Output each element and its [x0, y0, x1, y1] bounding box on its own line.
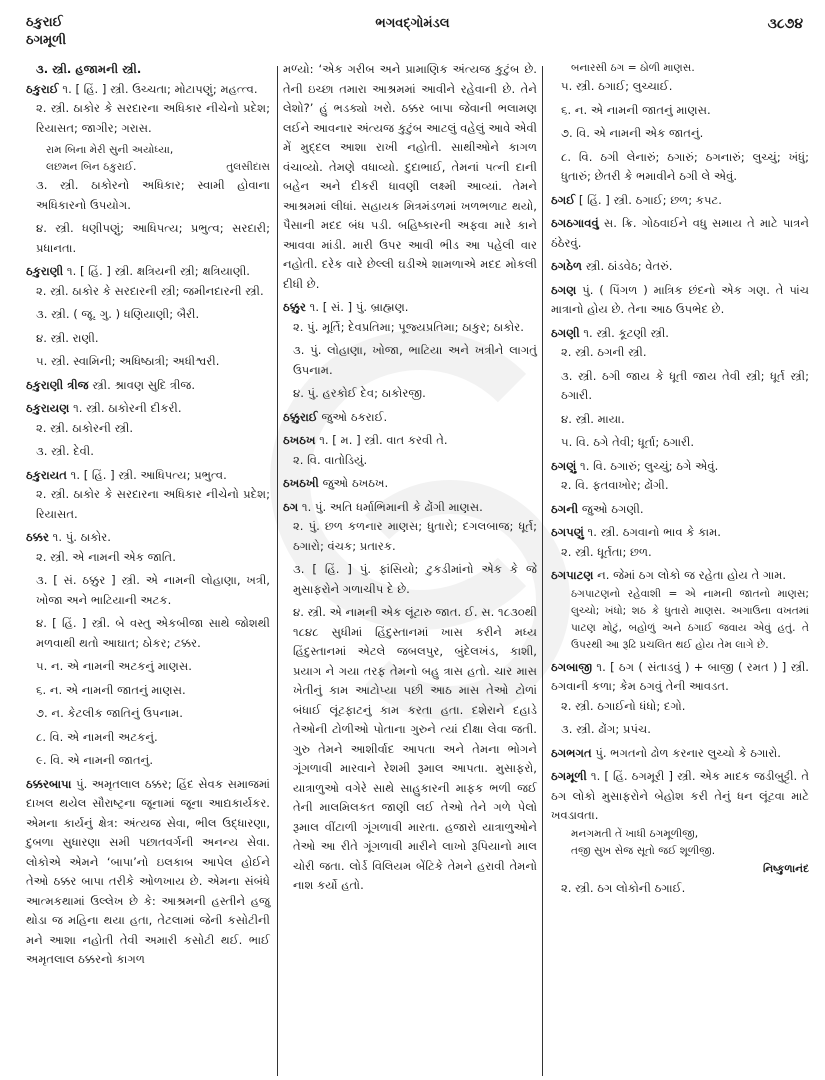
guide-word-last: ઠગમૂળી: [26, 33, 67, 48]
sense: ૪. પું. હરકોઈ દેવ; ઠાકોરજી.: [293, 386, 426, 400]
sense: ૩. સ્ત્રી. ( જૂ. ગુ. ) ધણિયાણી; બૈરી.: [36, 307, 200, 321]
dictionary-entry: [26, 262, 270, 372]
sense: ૧. પું. અતિ ધર્માભિમાની કે ઢોંગી માણસ.: [301, 499, 483, 514]
sense: ૬. ન. એ નામની જાતનું માણસ.: [36, 682, 186, 697]
sense: ૩. સ્ત્રી. દેવી.: [36, 444, 94, 458]
sense: ૧. સ્ત્રી. ઠાકોરની દીકરી.: [73, 401, 182, 415]
headword: ઠગણું: [551, 458, 577, 473]
dictionary-entry: [551, 324, 809, 453]
headword: ઠક્કર: [26, 530, 49, 544]
dictionary-entry: [551, 457, 809, 496]
dictionary-entry: [26, 775, 270, 970]
headword: ઠક્કરબાપા: [26, 776, 72, 791]
dictionary-entry: [283, 408, 537, 428]
column-divider: [277, 66, 278, 1076]
sense: ૨. સ્ત્રી. ઠગની સ્ત્રી.: [561, 345, 647, 359]
dictionary-entry: [26, 466, 270, 525]
sense: ૨. પું. છળ કળનાર માણસ; ધુતારો; દગલબાજ; ધૂર્ત; ઠગારો; વંચક; પ્રતારક.: [293, 519, 537, 553]
dictionary-entry: [26, 376, 270, 396]
dictionary-entry: [551, 191, 809, 211]
headword: ઠગબાજી: [551, 659, 593, 674]
headword: ઠકુરાયણ: [26, 401, 70, 415]
sense: ૨. વિ. ફતવાખોર; ઢોંગી.: [561, 478, 669, 492]
dictionary-entry: [551, 257, 809, 277]
column-3: [551, 60, 809, 903]
dictionary-entry: [551, 214, 809, 253]
dictionary-entry: [551, 523, 809, 562]
sense: ૨. સ્ત્રી. ઠાકોર કે સરદારના અધિકાર નીચેનો પ્રદેશ; રિયાસત.: [36, 487, 270, 521]
definition-text: પું. અમૃતલાલ ઠક્કર; હિંદ સેવક સમાજમાં દાખલ થયેલ સૌરાષ્ટ્રના જૂનામાં જૂના આદ્યકાર્યકર. એમના કાર્યનું ક્ષેત્ર: અંત્યજ સેવા, ભીલ ઉદ્ધારણા, દુબળા સુધારણા સમી પછાતવર્ગની અનન્ય સેવા. લોકોએ એમને ‘બાપા’નો ઇલકાબ આપેલ હોઈને તેઓ ઠક્કર બાપા તરીકે ઓળખાય છે. એમના સંબંધે આત્મકથામાં ઉલ્લેખ છે કે: આશ્રમની હસ્તીને હજુ થોડા જ મહિના થયા હતા, તેટલામાં જેની કસોટીની મને આશા નહોતી તેવી અમારી કસોટી થઈ. ભાઈ અમૃતલાલ ઠક્કરનો કાગળ: [26, 776, 271, 966]
sense: ૮. વિ. એ નામની અટકનું.: [36, 729, 158, 744]
dictionary-entry: [26, 528, 270, 771]
sense: ૧. વિ. ઠગારું; લુચ્ચું; ઠગે એવું.: [580, 458, 719, 473]
quotation-line: મનગમતી તેં ખાધી ઠગમૂળીજી,: [571, 827, 699, 840]
sense: ૫. વિ. ઠગે તેવી; ધૂર્તા; ઠગારી.: [561, 435, 695, 449]
dictionary-entry: [551, 767, 809, 899]
sense: ૨. વિ. વાતોડિયું.: [293, 452, 368, 467]
sense: ૧. સ્ત્રી. ઠગવાનો ભાવ કે કામ.: [587, 525, 721, 539]
dictionary-entry: [551, 500, 809, 520]
dictionary-entry: [551, 281, 809, 320]
headword: ઠગણી: [551, 325, 580, 340]
dictionary-columns: [0, 60, 825, 1080]
quotation-line: રામ બિના મેરી સુની અયોધ્યા,: [46, 144, 174, 156]
headword: ઠકુરાયત: [26, 467, 67, 482]
sense: ૨. સ્ત્રી. ધૂર્તતા; છળ.: [561, 544, 652, 559]
headword: ઠગઈ: [551, 192, 576, 207]
headword: ઠગઠગાવવું: [551, 216, 599, 230]
headword: ઠગપાટણ: [551, 568, 594, 582]
headword: ઠકુરાણી ત્રીજ: [26, 377, 89, 392]
headword: ઠગ: [283, 499, 299, 514]
quotation-attribution: નિષ્કુળાનંદ: [762, 862, 809, 875]
usage-note: ઠગપાટણનો રહેવાશી = એ નામની જાતનો માણસ; લુચ્ચો; ખંધો; શઠ કે ધુતારો માણસ. અગાઉના વખતમાં પાટણ મોટું, બહોળું અને ઠગાઈ જવાય એવું હતું. તે ઉપરથી આ રૂઢિ પ્રચલિત થઈ હોય તેમ લાગે છે.: [571, 587, 809, 651]
sense: ૧. [ મ. ] સ્ત્રી. વાત કરવી તે.: [319, 433, 448, 447]
sense: ૩. પું. લોહાણા, ખોજા, ભાટિયા અને ખત્રીને લાગતું ઉપનામ.: [293, 343, 537, 377]
cross-reference: જુઓ ઠકરાઈ.: [321, 409, 388, 424]
sense: ૧. [ હિં. ઠગમૂરી ] સ્ત્રી. એક માદક જડીબુટ્ટી. તે ઠગ લોકો મુસાફરોને બેહોશ કરી તેનું ધન લૂંટવા માટે ખવડાવતા.: [551, 769, 810, 822]
sense: પું. ( પિંગળ ) માત્રિક છંદનો એક ગણ. તે પાંચ માત્રાનો હોય છે. તેના આઠ ઉપભેદ છે.: [551, 282, 809, 316]
sense: ૧. [ હિં. ] સ્ત્રી. આધિપત્ય; પ્રભુત્વ.: [70, 467, 227, 482]
sense: ૫. સ્ત્રી. સ્વામિની; અધિષ્ઠાત્રી; અધીશ્વરી.: [36, 354, 220, 368]
column-2: [283, 60, 537, 900]
sense: ૭. વિ. એ નામની એક જાતનું.: [561, 126, 704, 140]
sense: ૪. સ્ત્રી. એ નામની એક લૂંટારુ જાત. ઈ. સ. ૧૮૩૦થી ૧૮૪૮ સુધીમાં હિંદુસ્તાનમાં ખાસ કરીને મધ્ય હિંદુસ્તાનમાં એટલે જબલપુર, બુંદેલખંડ, કાશી, પ્રયાગ ને ગયા તરફ તેમનો બહુ ત્રાસ હતો. ચાર માસ ખેતીનું કામ આટોપ્યા પછી આઠ માસ તેઓ ટોળાં બંધાઈ લૂંટફાટનું કામ કરતા હતા. દશેરાને દહાડે તેઓની ટોળીઓ પોતાના ગુરુને ત્યાં દીક્ષા લેવા જતી. ગુરુ તેમને આશીર્વાદ આપતા અને તેમના ભોગને ગૂંગળાવી મારવાને રેશમી રૂમાલ આપતા. મુસાફરો, યાત્રાળુઓ વગેરે સાથે સાહુકારની માફક ભળી જઈ તેની માલમિલકત જાણી લઈ તેઓ તેને ગળે પેલો રૂમાલ વીંટાળી ગૂંગળાવી મારતા. હજારો યાત્રાળુઓને તેઓ આ રીતે ગૂંગળાવી મારીને લાખો રૂપિયાનો માલ ચોરી જતા. લોર્ડ વિલિયમ બેંટિકે તેમને હરાવી તેમનો નાશ કર્યો હતો.: [293, 605, 537, 892]
sense: ૨. સ્ત્રી. એ નામની એક જાતિ.: [36, 549, 176, 564]
sense: ૧. [ ઠગ ( સંતાડવું ) + બાજી ( રમત ) ] સ્ત્રી. ઠગવાની કળા; કેમ ઠગવું તેની આવડત.: [551, 659, 809, 693]
sense: ૩. સ્ત્રી. ઠાકોરનો અધિકાર; સ્વામી હોવાના અધિકારનો ઉપયોગ.: [36, 178, 270, 212]
sense: ૧. પું. ઠાકોર.: [52, 530, 111, 544]
sense: ન. જેમાં ઠગ લોકો જ રહેતા હોય તે ગામ.: [597, 568, 787, 582]
headword: ઠગપણું: [551, 525, 584, 539]
dictionary-entry: [283, 474, 537, 494]
sense: સ્ત્રી. શ્રાવણ સુદિ ત્રીજ.: [92, 377, 196, 392]
sense: ૬. ન. એ નામની જાતનું માણસ.: [561, 102, 711, 117]
sense: ૩. [ સં. ઠક્કુર ] સ્ત્રી. એ નામની લોહાણા, ખત્રી, ખોજા અને ભાટિયાની અટક.: [36, 573, 270, 607]
page-number: ૩૮૭૪: [767, 16, 803, 32]
sense: ૧. [ હિં. ] સ્ત્રી. ક્ષત્રિયની સ્ત્રી; ક્ષત્રિયાણી.: [66, 264, 250, 278]
dictionary-entry: [283, 298, 537, 404]
example-phrase: બનારસી ઠગ = ઠોળી માણસ.: [571, 62, 695, 74]
sense: ૨. સ્ત્રી. ઠગાઈનો ધંધો; દગો.: [561, 698, 686, 713]
dictionary-entry: [551, 566, 809, 654]
quotation-line: તજી સુખ સેજ સૂતો જઈ શૂળીજી.: [571, 844, 716, 857]
sense: ૫. ન. એ નામની અટકનું માણસ.: [36, 659, 192, 673]
sense: ૧. [ સં. ] પું. બ્રાહ્મણ.: [309, 300, 409, 314]
dictionary-entry: [283, 498, 537, 896]
headword: ઠખઠખ: [283, 433, 316, 447]
dictionary-entry: [26, 80, 270, 259]
headword: ઠગભગત: [551, 745, 592, 760]
headword: ઠક્કુરાઈ: [283, 409, 318, 424]
column-1: [26, 60, 270, 974]
sense: ૪. સ્ત્રી. ધણીપણું; આધિપત્ય; પ્રભુત્વ; સરદારી; પ્રધાનતા.: [36, 221, 270, 255]
sense: ૮. વિ. ઠગી લેનારું; ઠગારું; ઠગનારું; લુચ્ચું; ખંધું; ધુતારું; છેતરી કે ભમાવીને ઠગી લે એવું.: [561, 149, 809, 183]
dictionary-entry: [551, 658, 809, 740]
sense: ૪. સ્ત્રી. રાણી.: [36, 330, 99, 345]
sense: ૨. પું. મૂર્તિ; દેવપ્રતિમા; પૂજ્યપ્રતિમા; ઠાકુર; ઠાકોર.: [293, 319, 524, 334]
sense: ૩. સ્ત્રી. ઠગી જાય કે ધૂતી જાય તેવી સ્ત્રી; ધૂર્ત સ્ત્રી; ઠગારી.: [561, 368, 809, 402]
quotation-attribution: તુલસીદાસ: [226, 161, 270, 173]
headword: ઠક્કુર: [283, 300, 306, 314]
sense: ૩. સ્ત્રી. હજામની સ્ત્રી.: [36, 62, 142, 76]
sense: સ. ક્રિ. ગોઠવાઈને વધુ સમાય તે માટે પાત્રને ઠંઠેરવું.: [551, 216, 810, 250]
headword: ઠગમૂળી: [551, 769, 587, 783]
sense: ૩. સ્ત્રી. ઢોંગ; પ્રપંચ.: [561, 722, 651, 736]
sense: ૪. [ હિં. ] સ્ત્રી. બે વસ્તુ એકબીજા સાથે જોશથી મળવાથી થતો આઘાત; ઠોકર; ટક્કર.: [36, 616, 270, 650]
dictionary-entry: [283, 431, 537, 470]
page-header: [0, 0, 825, 60]
quotation-line: લછમન બિન ઠકુરાઈ. તુલસીદાસ: [26, 159, 270, 176]
headword: ઠગની: [551, 501, 579, 516]
sense: સ્ત્રી. ઠાંડવેઠ; વેતરું.: [585, 259, 673, 273]
headword: ઠગણ: [551, 282, 577, 297]
sense: ૩. [ હિં. ] પું. ફાંસિયો; ટુકડીમાંનો એક કે જે મુસાફરોને ગળાચીપ દે છે.: [293, 562, 537, 596]
book-title: ભગવદ્ગોમંડલ: [375, 16, 450, 31]
guide-word-first: ઠકુરાઈ: [26, 15, 63, 30]
headword: ઠગઠેળ: [551, 259, 583, 273]
sense: ૧. [ હિં. ] સ્ત્રી. ઉચ્ચતા; મોટાપણું; મહત્ત્વ.: [62, 81, 258, 96]
sense: [ હિં. ] સ્ત્રી. ઠગાઈ; છળ; કપટ.: [578, 192, 722, 207]
sense: ૨. સ્ત્રી. ઠાકોર કે સરદારની સ્ત્રી; જમીનદારની સ્ત્રી.: [36, 283, 264, 298]
sense: ૫. સ્ત્રી. ઠગાઈ; લુચ્ચાઈ.: [561, 79, 673, 93]
cross-reference: જુઓ ઠગણી.: [581, 501, 644, 516]
sense: ૪. સ્ત્રી. માયા.: [561, 411, 625, 426]
sense: ૨. સ્ત્રી. ઠગ લોકોની ઠગાઈ.: [561, 881, 686, 895]
sense: ૧. સ્ત્રી. કૂટણી સ્ત્રી.: [583, 325, 669, 340]
dictionary-entry: [26, 399, 270, 462]
continued-paragraph: મળ્યો: ‘એક ગરીબ અને પ્રામાણિક અંત્યજ કુટુંબ છે. તેની ઇચ્છા તમારા આશ્રમમાં આવીને રહેવાની છે. તેને લેશો?’ હું ભડક્યો ખરો. ઠક્કર બાપા જેવાની ભલામણ લઈને આવનાર અંત્યજ કુટુંબ આટલું વહેલું આવે એવી મેં મુદ્દલ આશા રાખી નહોતી. સાથીઓને કાગળ વંચાવ્યો. તેમણે વધાવ્યો. દુદાભાઈ, તેમનાં પત્ની દાની બહેન અને દીકરી ધાવણી લક્ષ્મી આવ્યાં. તેમને આશ્રમમાં લીધાં. સહાયક મિત્રમંડળમાં ખળભળાટ થયો, પૈસાની મદદ બંધ પડી. બહિષ્કારની અફવા મારે કાને આવવા માંડી. મારી ઉપર આવી ભીડ આ પહેલી વાર નહોતી. દરેક વારે છેલ્લી ઘડીએ શામળાએ મદદ મોકલી દીધી છે.: [283, 62, 537, 291]
headword: ઠખઠખી: [283, 476, 319, 490]
headword: ઠકુરાઈ: [26, 81, 59, 96]
sense: ૨. સ્ત્રી. ઠાકોર કે સરદારના અધિકાર નીચેનો પ્રદેશ; રિયાસત; જાગીર; ગરાસ.: [36, 101, 270, 135]
sense: ૯. વિ. એ નામની જાતનું.: [36, 753, 154, 767]
sense: ૭. ન. કેટલીક જાતિનું ઉપનામ.: [36, 706, 183, 720]
dictionary-entry: [551, 744, 809, 764]
sense: પું. ભગતનો ઢોળ કરનાર લુચ્ચો કે ઠગારો.: [595, 745, 781, 760]
cross-reference: જુઓ ઠખઠખ.: [322, 476, 389, 490]
headword: ઠકુરાણી: [26, 264, 64, 278]
sense: ૨. સ્ત્રી. ઠાકોરની સ્ત્રી.: [36, 420, 134, 435]
column-divider: [542, 66, 543, 1076]
